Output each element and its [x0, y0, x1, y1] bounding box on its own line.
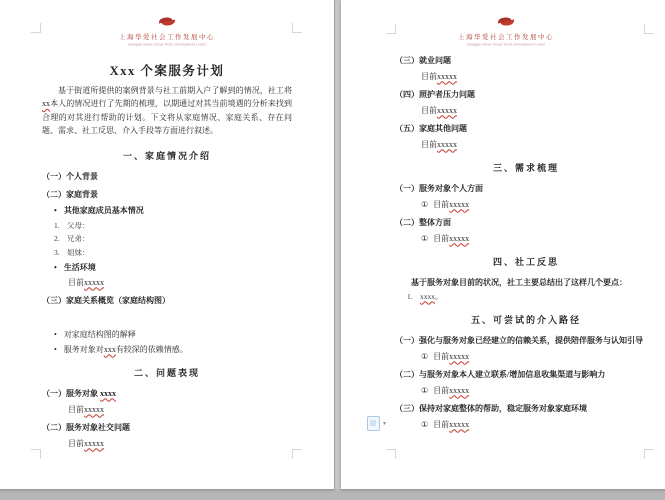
text-run: 。: [435, 291, 443, 301]
clipboard-icon: [367, 416, 380, 431]
org-name-cn: 上海华爱社会工作发展中心: [458, 34, 554, 41]
paste-options-button[interactable]: [367, 416, 386, 431]
text-run: （三）家庭关系概览（家庭结构图）: [42, 295, 170, 305]
text-run: 一、家庭情况介绍: [122, 150, 211, 161]
list-number: 3.: [54, 247, 60, 257]
text-run: 基于服务对象目前的状况，社工主要总结出了这样几个要点：: [411, 277, 627, 287]
bullet-item: [54, 262, 292, 273]
text-run: （三）就业问题: [395, 55, 451, 65]
text-run: （二）家庭背景: [42, 189, 98, 199]
placeholder-text: xxxxx: [449, 233, 470, 243]
list-number: 1.: [407, 291, 413, 301]
bullet-icon: •: [54, 262, 57, 272]
text-run: （一）个人背景: [42, 171, 98, 181]
text-run: 目前: [421, 139, 437, 149]
text-run: （五）家庭其他问题: [395, 123, 467, 133]
subsection-heading: [395, 89, 657, 100]
bullet-item: [54, 205, 292, 216]
bullet-icon: •: [54, 344, 57, 354]
text-run: 目前: [433, 351, 450, 361]
placeholder-text: xx: [42, 99, 50, 108]
subsection-heading: [42, 388, 292, 399]
placeholder-text: xxxxx: [84, 438, 104, 448]
text-run: 基于街道所提供的案例背景与社工前期入户了解到的情况，社工将: [58, 85, 292, 95]
placeholder-text: xxxxx: [449, 199, 470, 209]
text-run: （一）服务对象个人方面: [395, 183, 483, 193]
placeholder-text: xxx: [103, 344, 116, 354]
subsection-heading: [395, 369, 657, 380]
list-number: 2.: [54, 234, 60, 243]
section-heading: [395, 255, 657, 268]
page-2-body: [341, 55, 665, 430]
text-run: 本人的情况进行了先期的梳理，以期通过对其当前境遇的分析来找到合理的对其进行帮助的计划。下文将从家庭情况、家庭关系、存在问题、需求、社工反思、介入手段等方面进行叙述。: [42, 99, 292, 135]
status-line: [421, 199, 657, 210]
text-run: 父母：: [67, 220, 90, 230]
text-run: 目前: [433, 385, 450, 395]
numbered-item: [407, 291, 657, 302]
text-run: （四）照护者压力问题: [395, 89, 475, 99]
text-run: 兄弟：: [67, 234, 90, 243]
document-title: Xxx 个案服务计划: [109, 63, 225, 78]
margin-corner-mark: [386, 449, 396, 459]
text-run: 二、问题表现: [133, 367, 200, 378]
status-line: [68, 277, 292, 288]
status-line: [421, 105, 657, 116]
subsection-heading: [395, 123, 657, 134]
margin-corner-mark: [644, 24, 654, 34]
placeholder-text: xxxxx: [437, 71, 457, 81]
status-line: [421, 351, 657, 362]
status-line: [68, 404, 292, 415]
margin-corner-mark: [292, 449, 302, 459]
status-line: [421, 71, 657, 82]
placeholder-text: xxxxx: [449, 385, 470, 395]
page-2: [341, 0, 665, 489]
diagram-placeholder: [42, 311, 292, 325]
text-run: 姐妹：: [67, 247, 90, 257]
org-name-en: Shanghai Huaai Social Work Development Center: [127, 42, 207, 47]
bullet-icon: •: [54, 329, 57, 339]
text-run: 目前: [433, 199, 450, 209]
list-number: 1.: [54, 220, 60, 230]
section-heading: [42, 149, 292, 162]
status-line: [421, 233, 657, 244]
org-logo-icon: [493, 14, 519, 29]
text-run: 目前: [68, 277, 84, 287]
text-run: （一）强化与服务对象已经建立的信赖关系，提供陪伴服务与认知引导: [395, 335, 643, 345]
margin-corner-mark: [31, 449, 41, 459]
circled-number-icon: ①: [421, 199, 429, 209]
placeholder-text: xxxx: [100, 388, 116, 398]
status-line: [68, 438, 292, 449]
numbered-item: [54, 220, 292, 231]
letterhead: [0, 0, 334, 48]
margin-corner-mark: [31, 23, 41, 33]
text-run: 有较深的依赖情感。: [115, 344, 188, 354]
intro-paragraph: [42, 84, 292, 138]
circled-number-icon: ①: [421, 419, 429, 429]
org-logo-icon: [154, 14, 180, 29]
chevron-down-icon: ▾: [383, 421, 387, 427]
numbered-item: [54, 233, 292, 244]
subsection-heading: [395, 183, 657, 194]
org-name-cn: 上海华爱社会工作发展中心: [119, 34, 215, 41]
text-run: 三、需求梳理: [492, 162, 559, 173]
placeholder-text: xxxxx: [437, 105, 457, 115]
status-line: [421, 139, 657, 150]
subsection-heading: [395, 55, 657, 66]
section-heading: [395, 161, 657, 174]
text-run: 其他家庭成员基本情况: [63, 205, 144, 215]
subsection-heading: [395, 403, 657, 414]
bullet-item: [54, 344, 292, 355]
text-run: （三）保持对家庭整体的帮助，稳定服务对象家庭环境: [395, 403, 587, 413]
text-run: 四、社工反思: [492, 256, 559, 267]
circled-number-icon: ①: [421, 385, 429, 395]
placeholder-text: xxxxx: [449, 351, 470, 361]
circled-number-icon: ①: [421, 351, 429, 361]
subsection-heading: [395, 335, 657, 346]
org-name-en: Shanghai Huaai Social Work Development Center: [466, 42, 546, 47]
text-run: 五、可尝试的介入路径: [470, 314, 581, 325]
text-run: 对家庭结构图的解释: [63, 329, 136, 339]
margin-corner-mark: [386, 24, 396, 34]
status-line: [421, 419, 657, 430]
text-run: （二）服务对象社交问题: [42, 422, 130, 432]
text-run: （二）整体方面: [395, 217, 451, 227]
placeholder-text: xxxx: [420, 291, 435, 301]
text-run: 目前: [433, 419, 450, 429]
text-run: 目前: [421, 105, 437, 115]
numbered-item: [54, 247, 292, 258]
subsection-heading: [42, 422, 292, 433]
text-run: 生活环境: [63, 262, 96, 272]
section-heading: [395, 313, 657, 326]
margin-corner-mark: [644, 449, 654, 459]
note-paragraph: [395, 277, 657, 288]
subsection-heading: [42, 171, 292, 182]
margin-corner-mark: [292, 23, 302, 33]
subsection-heading: [395, 217, 657, 228]
text-run: 目前: [433, 233, 450, 243]
text-run: 目前: [68, 438, 84, 448]
subsection-heading: [42, 295, 292, 306]
subsection-heading: [42, 189, 292, 200]
status-line: [421, 385, 657, 396]
circled-number-icon: ①: [421, 233, 429, 243]
placeholder-text: xxxxx: [437, 139, 457, 149]
placeholder-text: xxxxx: [84, 277, 104, 287]
page-1-body: [0, 84, 334, 449]
bullet-item: [54, 329, 292, 340]
text-run: 目前: [68, 404, 84, 414]
placeholder-text: xxxxx: [449, 419, 470, 429]
page-1: [0, 0, 334, 489]
section-heading: [42, 366, 292, 379]
bullet-icon: •: [54, 205, 57, 215]
text-run: （二）与服务对象本人建立联系/增加信息收集渠道与影响力: [395, 369, 606, 379]
placeholder-text: xxxxx: [84, 404, 104, 414]
text-run: 服务对象对: [63, 344, 104, 354]
text-run: （一）服务对象: [42, 388, 100, 398]
text-run: 目前: [421, 71, 437, 81]
